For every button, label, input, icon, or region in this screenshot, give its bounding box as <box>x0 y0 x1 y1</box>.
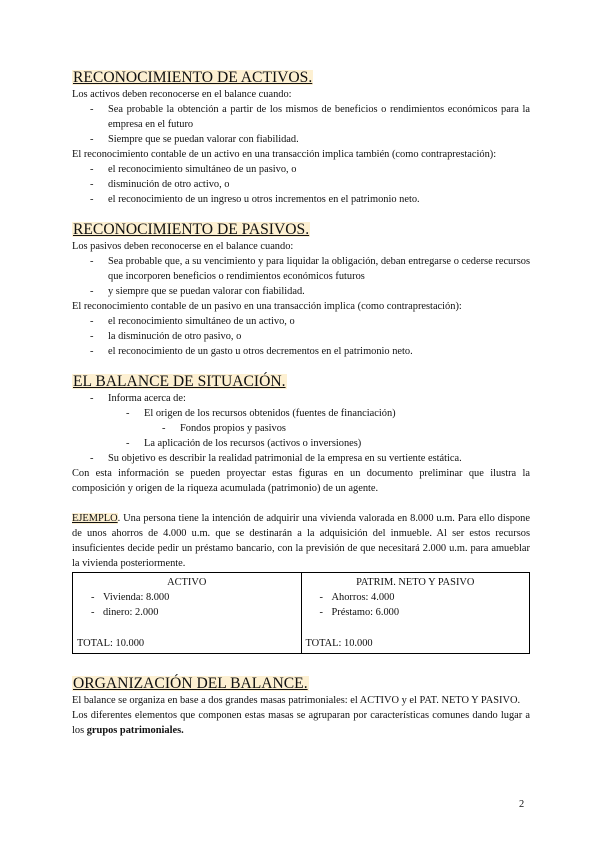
organizacion-paragraph-2-text: Los diferentes elementos que componen estas masas se agruparan por características comunes dando lugar a los <box>72 710 530 736</box>
activos-conditions-list <box>72 102 530 147</box>
ejemplo-text: . Una persona tiene la intención de adquirir una vivienda valorada en 8.000 u.m. Para ello dispone de unos ahorros de 4.000 u.m. que se destinarán a la adquisición del inmueble. Al ser estos recursos insuficientes decide pedir un préstamo bancario, con la previsión de que necesitará 2.000 u.m. para amueblar la vivienda posteriormente. <box>72 513 530 569</box>
list-item: - Su objetivo es describir la realidad patrimonial de la empresa en su vertiente estática. <box>72 451 530 466</box>
activo-cell <box>73 573 302 654</box>
pasivos-conditions-list <box>72 254 530 299</box>
list-item: - el reconocimiento simultáneo de un activo, o <box>72 314 530 329</box>
list-item: - Informa acerca de: <box>72 391 530 406</box>
list-item: - la disminución de otro pasivo, o <box>72 329 530 344</box>
section-heading-organizacion: ORGANIZACIÓN DEL BALANCE. <box>73 675 308 692</box>
section-pasivos <box>72 222 530 359</box>
section-heading-balance: EL BALANCE DE SITUACIÓN. <box>73 373 286 390</box>
pasivo-title: PATRIM. NETO Y PASIVO <box>356 577 475 588</box>
list-item: - disminución de otro activo, o <box>72 177 530 192</box>
section-ejemplo <box>72 511 530 654</box>
section-balance <box>72 374 530 496</box>
activos-intro: Los activos deben reconocerse en el balance cuando: <box>72 89 292 100</box>
activo-title: ACTIVO <box>167 577 207 588</box>
balance-table <box>72 572 530 654</box>
list-item: - el reconocimiento de un gasto u otros decrementos en el patrimonio neto. <box>72 344 530 359</box>
activo-items <box>77 590 297 620</box>
balance-paragraph: Con esta información se pueden proyectar estas figuras en un documento preliminar que ilustra la composición y origen de la riqueza acumulada (patrimonio) de un agente. <box>72 468 530 494</box>
organizacion-paragraph-1: El balance se organiza en base a dos grandes masas patrimoniales: el ACTIVO y el PAT. NETO Y PASIVO. <box>72 695 521 706</box>
list-item: - La aplicación de los recursos (activos o inversiones) <box>72 436 530 451</box>
table-row: - Vivienda: 8.000 <box>77 590 297 605</box>
document-page <box>72 70 530 738</box>
list-item: - Siempre que se puedan valorar con fiabilidad. <box>72 132 530 147</box>
list-item: - y siempre que se puedan valorar con fiabilidad. <box>72 284 530 299</box>
ejemplo-label: EJEMPLO <box>72 513 118 524</box>
list-item: - Fondos propios y pasivos <box>72 421 530 436</box>
grupos-patrimoniales-term: grupos patrimoniales. <box>86 725 184 736</box>
pasivos-intro: Los pasivos deben reconocerse en el balance cuando: <box>72 241 294 252</box>
section-organizacion <box>72 676 530 738</box>
activos-implications-list <box>72 162 530 207</box>
section-heading-pasivos: RECONOCIMIENTO DE PASIVOS. <box>73 221 310 238</box>
table-row: - Ahorros: 4.000 <box>306 590 526 605</box>
list-item: - Sea probable la obtención a partir de los mismos de beneficios o rendimientos económicos para la empresa en el futuro <box>72 102 530 132</box>
page-number: 2 <box>519 799 525 810</box>
pasivo-cell <box>301 573 530 654</box>
ejemplo-paragraph <box>72 511 530 571</box>
pasivo-total: TOTAL: 10.000 <box>305 638 373 649</box>
table-row: - Préstamo: 6.000 <box>306 605 526 620</box>
activo-total: TOTAL: 10.000 <box>77 638 145 649</box>
organizacion-paragraph-2 <box>72 708 530 738</box>
list-item: - El origen de los recursos obtenidos (fuentes de financiación) <box>72 406 530 421</box>
pasivos-transaction-intro: El reconocimiento contable de un pasivo en una transacción implica (como contraprestación): <box>72 301 462 312</box>
pasivos-implications-list <box>72 314 530 359</box>
list-item: - el reconocimiento de un ingreso u otros incrementos en el patrimonio neto. <box>72 192 530 207</box>
table-row: - dinero: 2.000 <box>77 605 297 620</box>
section-activos <box>72 70 530 207</box>
section-heading-activos: RECONOCIMIENTO DE ACTIVOS. <box>73 69 313 86</box>
list-item: - el reconocimiento simultáneo de un pasivo, o <box>72 162 530 177</box>
activos-transaction-intro: El reconocimiento contable de un activo en una transacción implica también (como contraprestación): <box>72 149 497 160</box>
pasivo-items <box>306 590 526 620</box>
list-item: - Sea probable que, a su vencimiento y para liquidar la obligación, deban entregarse o cederse recursos que incorporen beneficios o rendimientos económicos futuros <box>72 254 530 284</box>
balance-list <box>72 391 530 406</box>
